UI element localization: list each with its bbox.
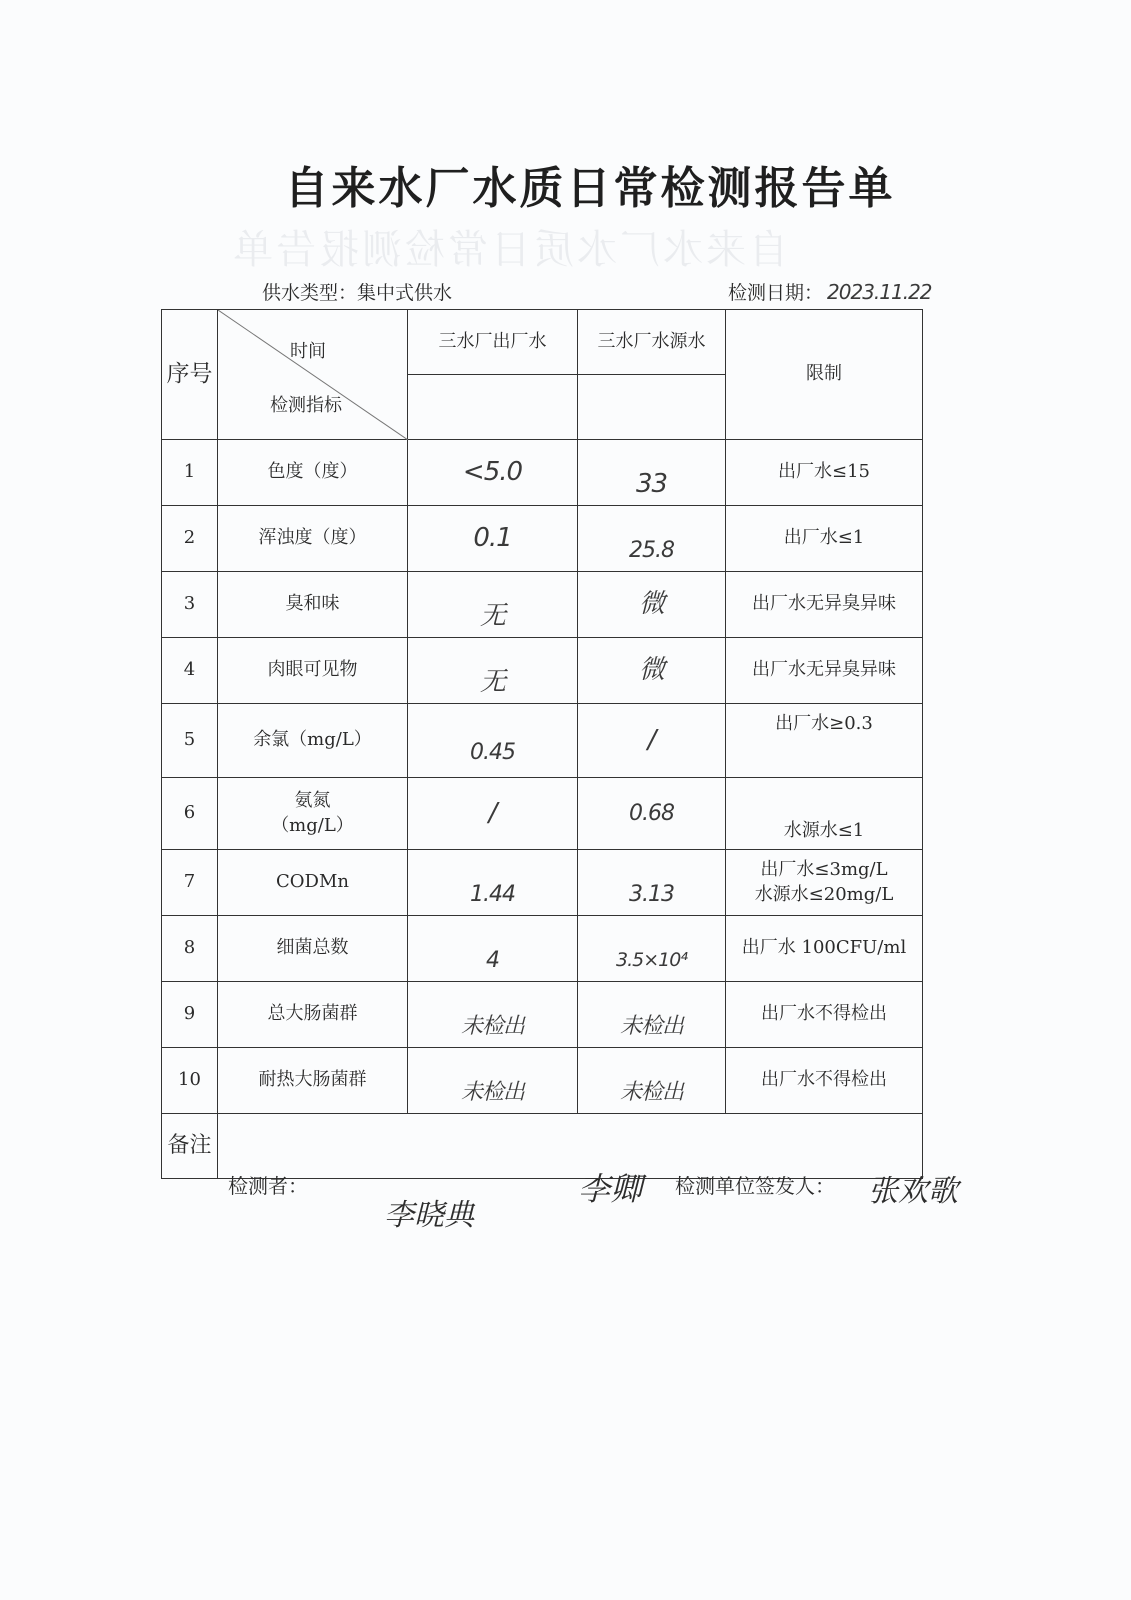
indicator-cell: 细菌总数 bbox=[218, 916, 408, 982]
indicator-cell: 浑浊度（度） bbox=[218, 506, 408, 572]
indicator-cell: 耐热大肠菌群 bbox=[218, 1048, 408, 1114]
limit-cell: 出厂水≥0.3 bbox=[726, 704, 923, 778]
seq-cell: 4 bbox=[162, 638, 218, 704]
handwritten-value: 4 bbox=[486, 947, 499, 973]
limit-cell: 出厂水无异臭异味 bbox=[726, 638, 923, 704]
col2-value bbox=[578, 638, 726, 704]
col1-value bbox=[408, 982, 578, 1048]
seq-cell: 2 bbox=[162, 506, 218, 572]
col1-value bbox=[408, 506, 578, 572]
handwritten-value: 3.5×10⁴ bbox=[616, 948, 687, 971]
issuer-label: 检测单位签发人： bbox=[675, 1174, 835, 1198]
seq-cell: 10 bbox=[162, 1048, 218, 1114]
handwritten-value: 0.1 bbox=[473, 522, 512, 553]
header-row bbox=[162, 310, 923, 375]
bleed-through-title: 自来水厂水质日常检测报告单 bbox=[230, 227, 789, 273]
table-row bbox=[162, 440, 923, 506]
limit-cell bbox=[726, 850, 923, 916]
diagonal-header bbox=[218, 310, 408, 440]
indicator-cell: 臭和味 bbox=[218, 572, 408, 638]
seq-cell: 1 bbox=[162, 440, 218, 506]
handwritten-value: 0.68 bbox=[629, 800, 674, 826]
col1-header: 三水厂出厂水 bbox=[408, 310, 578, 375]
indicator-cell: 余氯（mg/L） bbox=[218, 704, 408, 778]
supply-type bbox=[262, 278, 452, 305]
seq-cell: 8 bbox=[162, 916, 218, 982]
handwritten-value: 未检出 bbox=[460, 1079, 524, 1105]
remark-cell bbox=[218, 1114, 923, 1179]
table-row bbox=[162, 850, 923, 916]
col2-value bbox=[578, 1048, 726, 1114]
col2-subheader bbox=[578, 375, 726, 440]
col1-value bbox=[408, 916, 578, 982]
col2-value bbox=[578, 850, 726, 916]
handwritten-value: / bbox=[488, 797, 497, 828]
table-row bbox=[162, 638, 923, 704]
indicator-cell: CODMn bbox=[218, 850, 408, 916]
report-table bbox=[161, 309, 923, 1179]
handwritten-value: 1.44 bbox=[470, 881, 515, 907]
limit-cell: 水源水≤1 bbox=[726, 778, 923, 850]
seq-cell: 3 bbox=[162, 572, 218, 638]
table-row bbox=[162, 982, 923, 1048]
indicator-cell bbox=[218, 778, 408, 850]
limit-header: 限制 bbox=[726, 310, 923, 440]
table-row bbox=[162, 506, 923, 572]
seq-header: 序号 bbox=[162, 310, 218, 440]
col1-subheader bbox=[408, 375, 578, 440]
indicator-name: 氨氮 bbox=[294, 790, 331, 812]
table-row bbox=[162, 778, 923, 850]
table-row bbox=[162, 1048, 923, 1114]
col1-value bbox=[408, 850, 578, 916]
table-row bbox=[162, 916, 923, 982]
supply-type-label: 供水类型： bbox=[262, 282, 358, 304]
remark-row bbox=[162, 1114, 923, 1179]
col2-value bbox=[578, 916, 726, 982]
seq-cell: 9 bbox=[162, 982, 218, 1048]
test-date-label: 检测日期： bbox=[728, 282, 824, 304]
handwritten-value: 25.8 bbox=[629, 537, 674, 563]
seq-cell: 5 bbox=[162, 704, 218, 778]
handwritten-value: <5.0 bbox=[462, 456, 523, 487]
indicator-header: 检测指标 bbox=[270, 395, 342, 416]
time-header: 时间 bbox=[290, 341, 326, 362]
indicator-cell: 肉眼可见物 bbox=[218, 638, 408, 704]
issuer-signature: 张欢歌 bbox=[868, 1174, 958, 1209]
col1-value bbox=[408, 572, 578, 638]
handwritten-value: 33 bbox=[635, 468, 668, 499]
handwritten-value: 未检出 bbox=[619, 1079, 683, 1105]
handwritten-value: 未检出 bbox=[619, 1013, 683, 1039]
limit-cell: 出厂水无异臭异味 bbox=[726, 572, 923, 638]
limit-cell: 出厂水 100CFU/ml bbox=[726, 916, 923, 982]
limit-cell: 出厂水不得检出 bbox=[726, 1048, 923, 1114]
indicator-unit: （mg/L） bbox=[271, 814, 354, 836]
col1-value bbox=[408, 778, 578, 850]
table-row bbox=[162, 704, 923, 778]
limit-cell: 出厂水不得检出 bbox=[726, 982, 923, 1048]
handwritten-value: 微 bbox=[638, 654, 664, 685]
tester-signature: 李卿 bbox=[578, 1170, 643, 1208]
tester-label: 检测者： bbox=[228, 1174, 308, 1198]
col1-value bbox=[408, 440, 578, 506]
test-date bbox=[728, 278, 932, 305]
col2-header: 三水厂水源水 bbox=[578, 310, 726, 375]
seq-cell: 7 bbox=[162, 850, 218, 916]
col2-value bbox=[578, 982, 726, 1048]
handwritten-value: 未检出 bbox=[460, 1013, 524, 1039]
col1-value bbox=[408, 1048, 578, 1114]
indicator-cell: 总大肠菌群 bbox=[218, 982, 408, 1048]
diagonal-line bbox=[218, 310, 408, 440]
handwritten-value: 微 bbox=[638, 588, 664, 619]
limit-line: 水源水≤20mg/L bbox=[754, 883, 894, 905]
handwritten-value: 无 bbox=[479, 600, 505, 631]
tester-signature: 李晓典 bbox=[384, 1198, 474, 1233]
indicator-cell: 色度（度） bbox=[218, 440, 408, 506]
col2-value bbox=[578, 440, 726, 506]
supply-type-value: 集中式供水 bbox=[357, 282, 453, 304]
table-row bbox=[162, 572, 923, 638]
handwritten-value: / bbox=[647, 724, 656, 755]
col2-value bbox=[578, 572, 726, 638]
seq-cell: 6 bbox=[162, 778, 218, 850]
col2-value bbox=[578, 778, 726, 850]
limit-cell: 出厂水≤1 bbox=[726, 506, 923, 572]
test-date-value: 2023.11.22 bbox=[827, 280, 932, 304]
col2-value bbox=[578, 704, 726, 778]
col2-value bbox=[578, 506, 726, 572]
page-title: 自来水厂水质日常检测报告单 bbox=[284, 163, 896, 214]
limit-cell: 出厂水≤15 bbox=[726, 440, 923, 506]
handwritten-value: 3.13 bbox=[629, 881, 674, 907]
col1-value bbox=[408, 704, 578, 778]
handwritten-value: 0.45 bbox=[470, 739, 515, 765]
col1-value bbox=[408, 638, 578, 704]
limit-line: 出厂水≤3mg/L bbox=[760, 859, 888, 881]
handwritten-value: 无 bbox=[479, 666, 505, 697]
remark-label: 备注 bbox=[162, 1114, 218, 1179]
